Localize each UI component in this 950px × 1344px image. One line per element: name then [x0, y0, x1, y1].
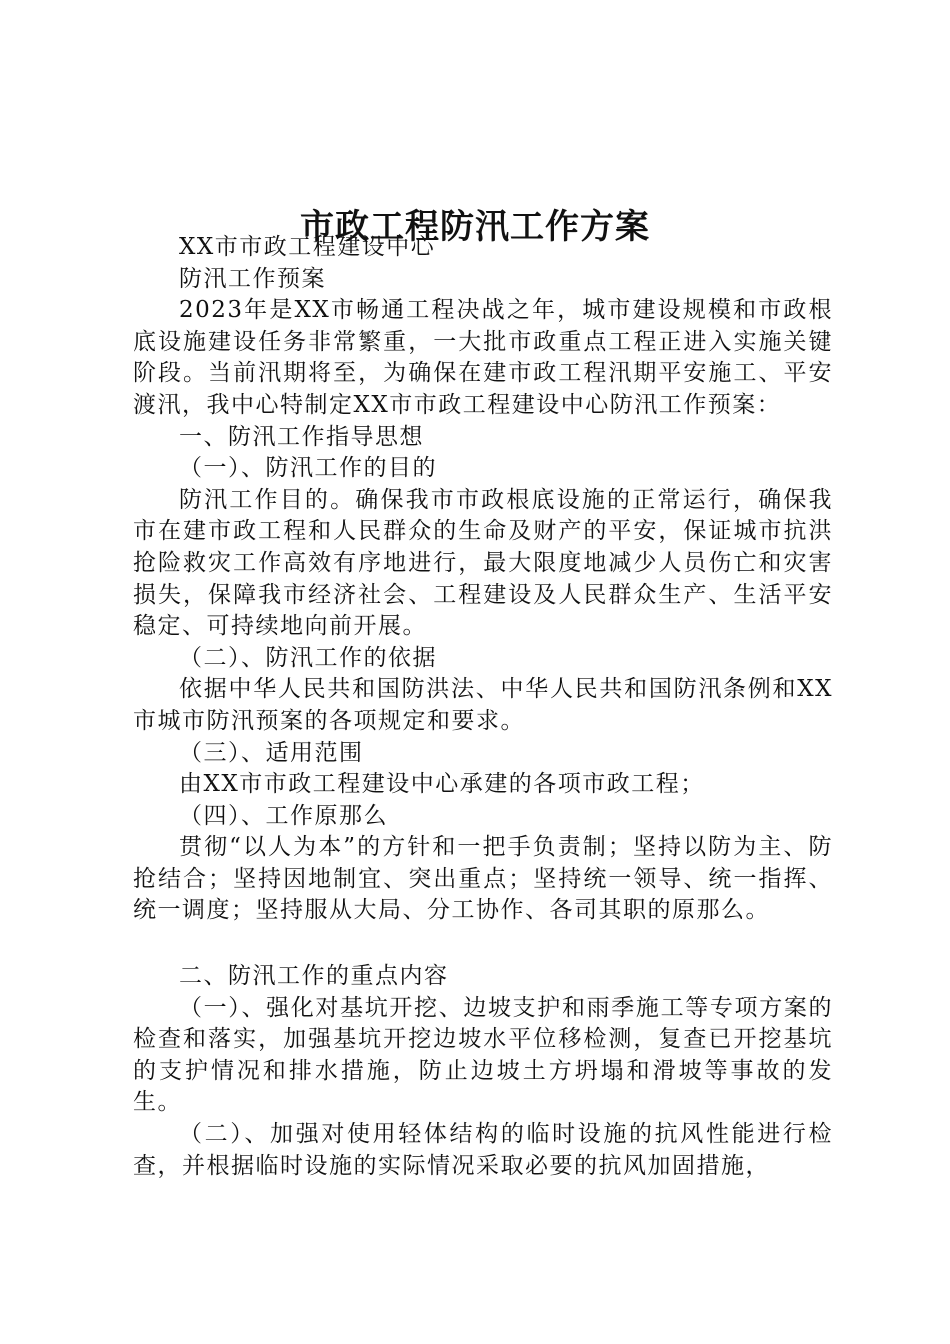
subsection-heading: （一）、防汛工作的目的: [179, 455, 437, 482]
paragraph-spacer: [133, 927, 833, 961]
paragraph-key-point-2: （二）、加强对使用轻体结构的临时设施的抗风性能进行检查，并根据临时设施的实际情况采取必要的抗风加固措施，: [133, 1121, 833, 1179]
document-body: [133, 232, 833, 1182]
paragraph-purpose: 防汛工作目的。确保我市市政根底设施的正常运行，确保我市在建市政工程和人民群众的生命及财产的平安，保证城市抗洪抢险救灾工作高效有序地进行，最大限度地减少人员伤亡和灾害损失，保障我市经济社会、工程建设及人民群众生产、生活平安稳定、可持续地向前开展。: [133, 486, 833, 640]
section-heading-2: 二、防汛工作的重点内容: [179, 963, 449, 990]
subsection-heading: （四）、工作原那么: [179, 802, 388, 829]
section-heading-1: 一、防汛工作指导思想: [179, 423, 424, 450]
paragraph-intro: 2023年是XX市畅通工程决战之年，城市建设规模和市政根底设施建设任务非常繁重，一大批市政重点工程正进入实施关键阶段。当前汛期将至，为确保在建市政工程汛期平安施工、平安渡汛，我中心特制定XX市市政工程建设中心防汛工作预案：: [133, 297, 833, 418]
paragraph-subtitle: 防汛工作预案: [179, 265, 326, 292]
paragraph-organization: XX市市政工程建设中心: [179, 234, 436, 260]
paragraph-key-point-1: （一）、强化对基坑开挖、边坡支护和雨季施工等专项方案的检查和落实，加强基坑开挖边坡水平位移检测，复查已开挖基坑的支护情况和排水措施，防止边坡土方坍塌和滑坡等事故的发生。: [133, 994, 833, 1116]
document-title: 市政工程防汛工作方案: [300, 206, 650, 247]
paragraph-basis: 依据中华人民共和国防洪法、中华人民共和国防汛条例和XX市城市防汛预案的各项规定和要求。: [133, 676, 833, 734]
paragraph-scope: 由XX市市政工程建设中心承建的各项市政工程；: [179, 771, 705, 798]
paragraph-principles: 贯彻“以人为本”的方针和一把手负责制；坚持以防为主、防抢结合；坚持因地制宜、突出重点；坚持统一领导、统一指挥、统一调度；坚持服从大局、分工协作、各司其职的原那么。: [133, 834, 833, 924]
subsection-heading: （三）、适用范围: [179, 739, 364, 766]
subsection-heading: （二）、防汛工作的依据: [179, 644, 437, 671]
